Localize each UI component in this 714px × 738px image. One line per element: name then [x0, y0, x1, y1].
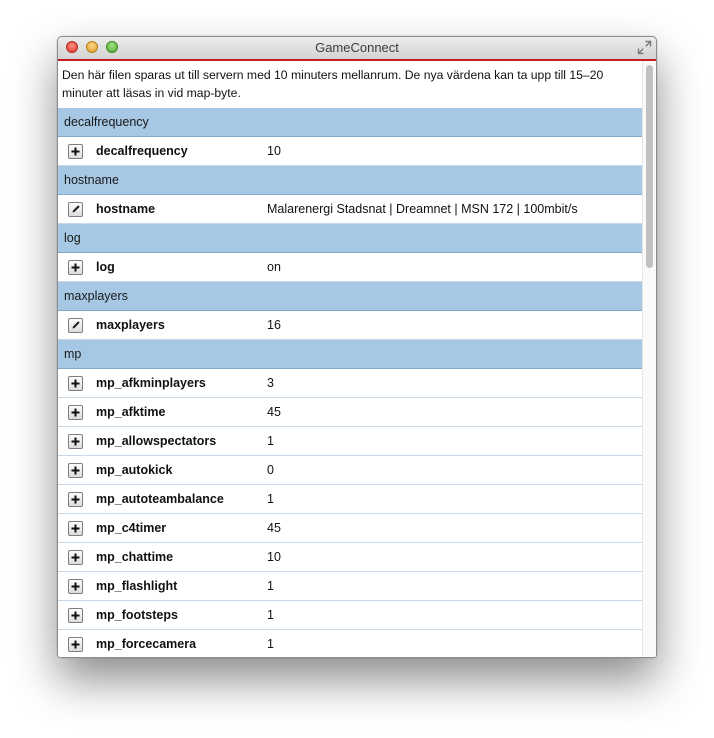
group-header-hostname: hostname [58, 166, 644, 195]
plus-icon [71, 524, 80, 533]
config-row[interactable] [58, 195, 644, 224]
group-header-mp: mp [58, 340, 644, 369]
config-name: hostname [96, 202, 156, 216]
config-value: 1 [267, 492, 274, 506]
pencil-icon [71, 204, 81, 214]
config-row[interactable] [58, 630, 644, 657]
intro-text: Den här filen sparas ut till servern med 10 minuters mellanrum. De nya värdena kan ta upp till 15–20 minuter att läsas in vid map-byte. [62, 68, 604, 100]
plus-icon [71, 437, 80, 446]
config-value: on [267, 260, 281, 274]
expand-button[interactable] [68, 637, 83, 652]
config-name: mp_forcecamera [96, 637, 197, 651]
config-list [58, 61, 644, 657]
plus-icon [71, 640, 80, 649]
config-name: mp_afktime [96, 405, 166, 419]
plus-icon [71, 147, 80, 156]
config-value: 3 [267, 376, 274, 390]
config-value: 16 [267, 318, 281, 332]
config-row[interactable] [58, 311, 644, 340]
config-value: 1 [267, 608, 274, 622]
group-header-decalfrequency: decalfrequency [58, 108, 644, 137]
config-name: decalfrequency [96, 144, 188, 158]
plus-icon [71, 553, 80, 562]
config-value: Malarenergi Stadsnat | Dreamnet | MSN 172 | 100mbit/s [267, 202, 578, 216]
expand-button[interactable] [68, 521, 83, 536]
pencil-icon [71, 320, 81, 330]
config-row[interactable] [58, 369, 644, 398]
expand-button[interactable] [68, 405, 83, 420]
fullscreen-icon[interactable] [637, 40, 652, 55]
config-row[interactable] [58, 456, 644, 485]
expand-button[interactable] [68, 492, 83, 507]
config-name: mp_chattime [96, 550, 174, 564]
group-header-maxplayers: maxplayers [58, 282, 644, 311]
expand-button[interactable] [68, 144, 83, 159]
config-value: 0 [267, 463, 274, 477]
plus-icon [71, 408, 80, 417]
config-value: 45 [267, 521, 281, 535]
app-window [57, 36, 657, 658]
config-row[interactable] [58, 398, 644, 427]
title-bar[interactable] [58, 37, 656, 61]
config-row[interactable] [58, 427, 644, 456]
config-row[interactable] [58, 253, 644, 282]
expand-button[interactable] [68, 260, 83, 275]
window-title: GameConnect [315, 40, 399, 55]
expand-button[interactable] [68, 463, 83, 478]
config-name: mp_autokick [96, 463, 173, 477]
vertical-scrollbar[interactable] [642, 61, 656, 657]
expand-button[interactable] [68, 550, 83, 565]
edit-button[interactable] [68, 202, 83, 217]
config-value: 1 [267, 434, 274, 448]
expand-button[interactable] [68, 434, 83, 449]
config-name: mp_autoteambalance [96, 492, 224, 506]
config-value: 10 [267, 550, 281, 564]
expand-button[interactable] [68, 376, 83, 391]
config-name: mp_flashlight [96, 579, 178, 593]
config-name: mp_afkminplayers [96, 376, 206, 390]
config-row[interactable] [58, 137, 644, 166]
config-row[interactable] [58, 572, 644, 601]
group-header-log: log [58, 224, 644, 253]
config-name: mp_c4timer [96, 521, 167, 535]
plus-icon [71, 611, 80, 620]
config-row[interactable] [58, 601, 644, 630]
scrollbar-thumb[interactable] [646, 65, 653, 268]
config-value: 45 [267, 405, 281, 419]
config-name: maxplayers [96, 318, 165, 332]
config-name: log [96, 260, 115, 274]
config-groups [58, 108, 644, 657]
plus-icon [71, 495, 80, 504]
config-row[interactable] [58, 514, 644, 543]
config-value: 10 [267, 144, 281, 158]
expand-button[interactable] [68, 608, 83, 623]
edit-button[interactable] [68, 318, 83, 333]
config-row[interactable] [58, 543, 644, 572]
plus-icon [71, 379, 80, 388]
config-value: 1 [267, 637, 274, 651]
plus-icon [71, 466, 80, 475]
config-value: 1 [267, 579, 274, 593]
plus-icon [71, 582, 80, 591]
config-row[interactable] [58, 485, 644, 514]
expand-button[interactable] [68, 579, 83, 594]
config-name: mp_footsteps [96, 608, 178, 622]
config-name: mp_allowspectators [96, 434, 217, 448]
plus-icon [71, 263, 80, 272]
